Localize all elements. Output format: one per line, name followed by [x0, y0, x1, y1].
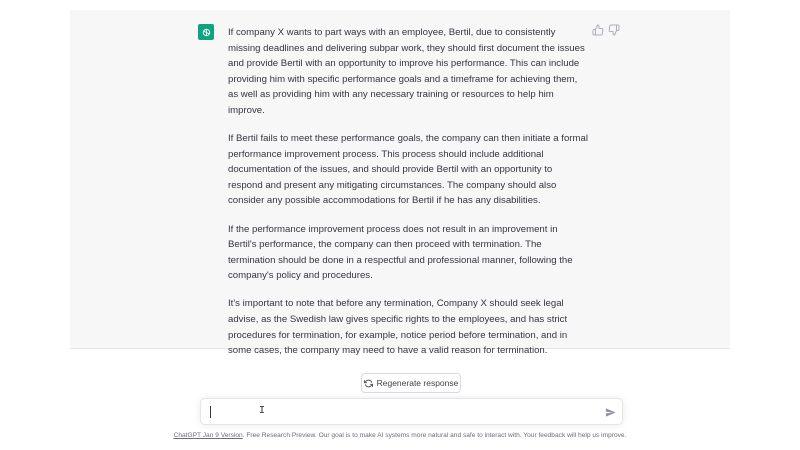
message-feedback [592, 24, 620, 36]
send-icon[interactable] [605, 407, 616, 418]
prompt-input-box[interactable] [200, 398, 623, 425]
message-paragraph: It's important to note that before any termination, Company X should seek legal advise, as the Swedish law gives specific rights to the employees, and has strict procedures for termination, for example, notice period before termination, and in some cases, the company may need to have a valid reason for termination. [228, 298, 568, 357]
message-paragraph: If Bertil fails to meet these performance goals, the company can then initiate a formal performance improvement process. This process should include additional documentation of the issues, and should provide Bertil with an opportunity to respond and present any mitigating circumstances. The company should also consider any possible accommodations for Bertil if he has any disabilities. [228, 133, 588, 207]
assistant-message [228, 25, 588, 371]
regenerate-label: Regenerate response [376, 378, 459, 388]
message-paragraph: If the performance improvement process does not result in an improvement in Bertil's performance, the company can then proceed with termination. The termination should be done in a respectful and professional manner, following the company's policy and procedures. [228, 223, 573, 282]
footer-disclaimer [0, 432, 800, 439]
i-beam-cursor-icon: I [259, 405, 266, 416]
version-link[interactable]: ChatGPT Jan 9 Version [173, 432, 243, 439]
thumbs-down-icon[interactable] [608, 24, 620, 36]
text-caret [210, 406, 211, 418]
assistant-message-row [70, 10, 730, 357]
thumbs-up-icon[interactable] [592, 24, 604, 36]
openai-logo-icon [198, 24, 214, 40]
message-paragraph: If company X wants to part ways with an employee, Bertil, due to consistently missing deadlines and delivering subpar work, they should first document the issues and provide Bertil with an opportunity to improve his performance. This can include providing him with specific performance goals and a timeframe for achieving them, as well as providing him with any necessary training or resources to help him improve. [228, 27, 585, 116]
regenerate-response-button[interactable] [361, 373, 461, 393]
refresh-icon [364, 379, 373, 388]
footer-text: . Free Research Preview. Our goal is to make AI systems more natural and safe to interact with. Your feedback will help us improve. [242, 432, 627, 439]
